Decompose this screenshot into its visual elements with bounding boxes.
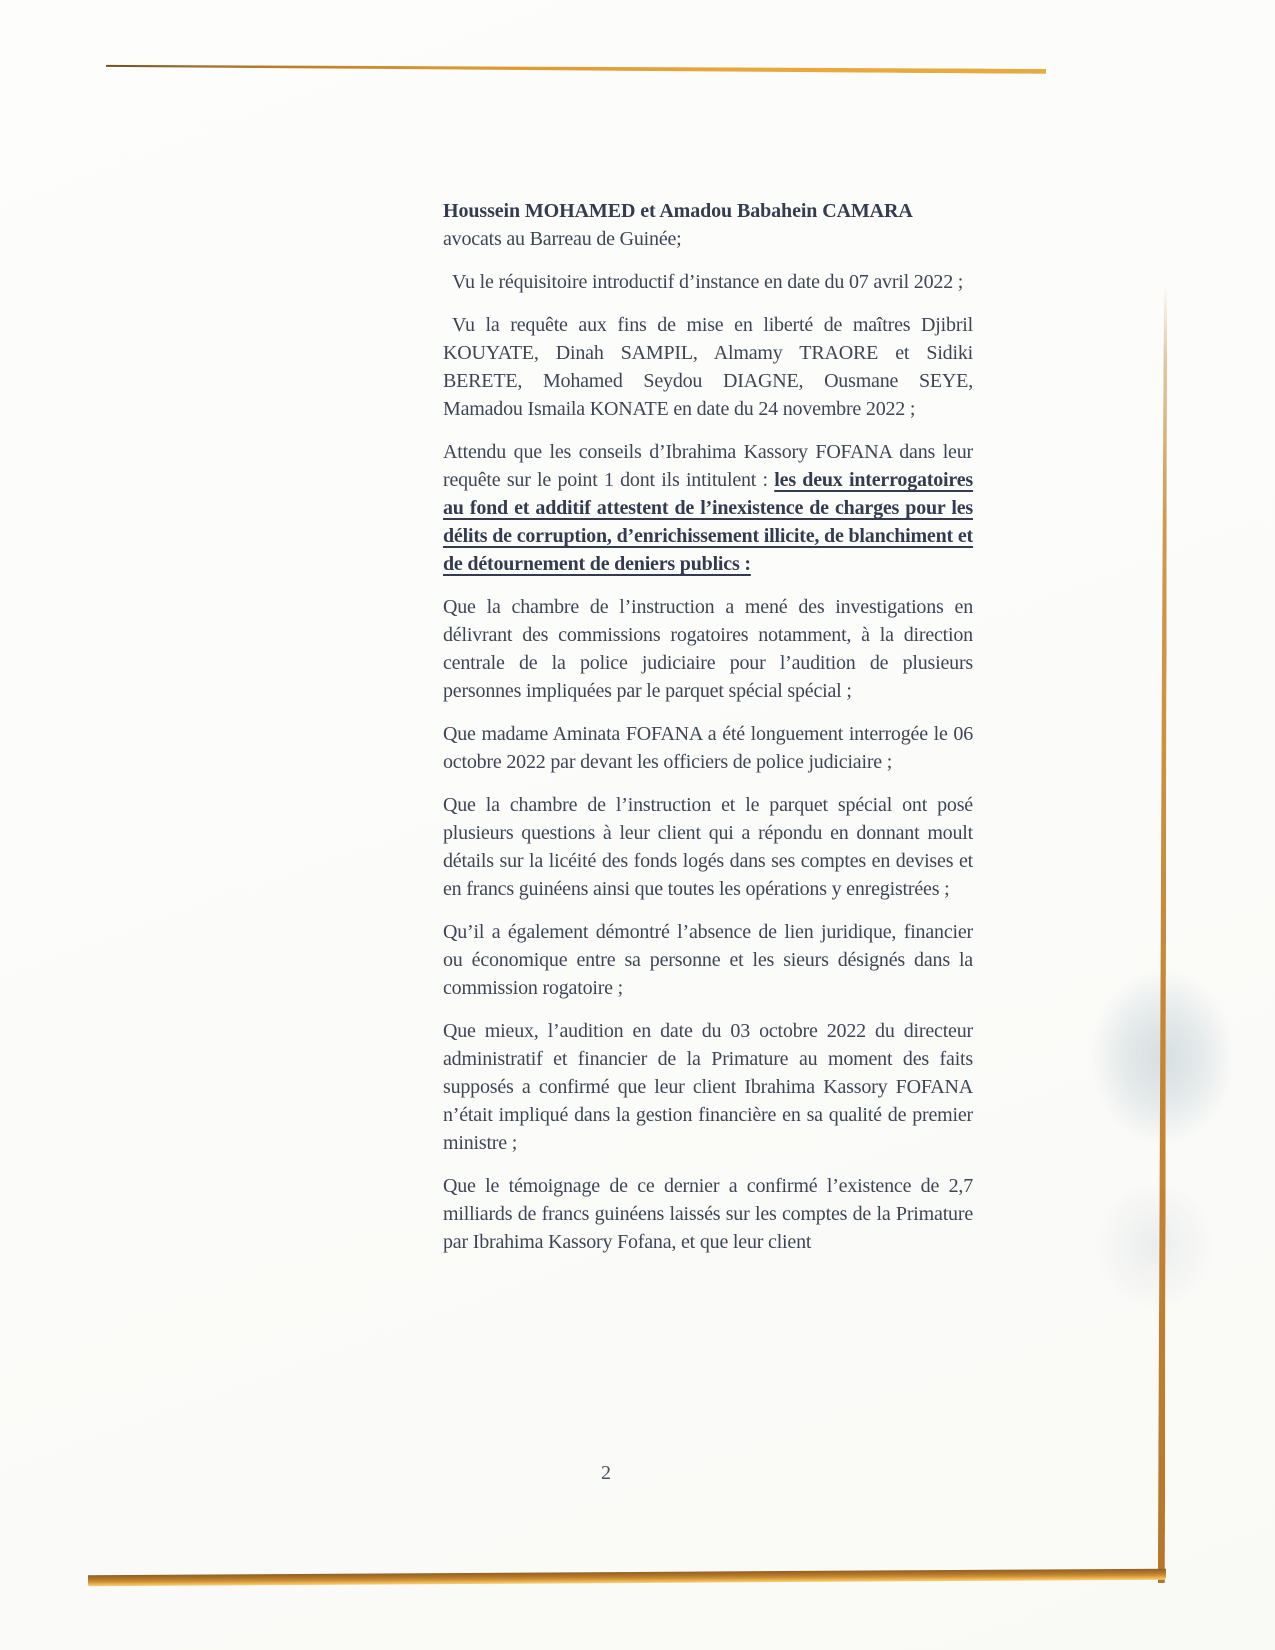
lawyer-names: Houssein MOHAMED et Amadou Babahein CAMARA [443,200,913,222]
attendu-emphasized-text: les deux interrogatoires au fond et additif attestent de l’inexistence de charges pour les délits de corruption, d’enrichissement illicite, de blanchiment et de détournement de deniers publics : [443,469,973,575]
paragraph-chambre-questions: Que la chambre de l’instruction et le parquet spécial ont posé plusieurs questions à leur client qui a répondu en donnant moult détails sur la licéité des fonds logés dans ses comptes en devises et en francs guinéens ainsi que toutes les opérations y enregistrées ; [443,794,973,900]
page-number: 2 [601,1462,611,1484]
paragraph-absence-lien: Qu’il a également démontré l’absence de lien juridique, financier ou économique entre sa personne et les sieurs désignés dans la commission rogatoire ; [443,921,973,999]
paragraph-chambre-investigations: Que la chambre de l’instruction a mené des investigations en délivrant des commissions rogatoires notamment, à la direction centrale de la police judiciaire pour l’audition de plusieurs personnes impliquées par le parquet spécial spécial ; [443,596,973,702]
page-bottom-edge-line [88,1569,1166,1587]
document-header [443,197,973,253]
paragraph-madame-fofana: Que madame Aminata FOFANA a été longuement interrogée le 06 octobre 2022 par devant les officiers de police judiciaire ; [443,723,973,773]
paper-shadow-smudge [1095,1180,1215,1310]
page-top-edge-line [106,63,1046,74]
attendu-lead-text: Attendu que les conseils d’Ibrahima Kassory FOFANA dans leur requête sur le point 1 dont ils intitulent : [443,441,973,491]
paragraph-requete-liberte: Vu la requête aux fins de mise en liberté de maîtres Djibril KOUYATE, Dinah SAMPIL, Almamy TRAORE et Sidiki BERETE, Mohamed Seydou DIAGNE, Ousmane SEYE, Mamadou Ismaila KONATE en date du 24 novembre 2022 ; [443,314,973,420]
paragraph-requisitoire: Vu le réquisitoire introductif d’instance en date du 07 avril 2022 ; [452,271,964,293]
page-right-edge-line [1158,285,1167,1583]
paragraph-attendu [443,438,973,578]
lawyer-title: avocats au Barreau de Guinée; [443,228,682,250]
paragraph-audition-directeur: Que mieux, l’audition en date du 03 octobre 2022 du directeur administratif et financier de la Primature au moment des faits supposés a confirmé que leur client Ibrahima Kassory FOFANA n’était impliqué dans la gestion financière en sa qualité de premier ministre ; [443,1020,973,1154]
document-body-text [443,197,973,1271]
paragraph-temoignage: Que le témoignage de ce dernier a confirmé l’existence de 2,7 milliards de francs guinéens laissés sur les comptes de la Primature par Ibrahima Kassory Fofana, et que leur client [443,1175,973,1253]
